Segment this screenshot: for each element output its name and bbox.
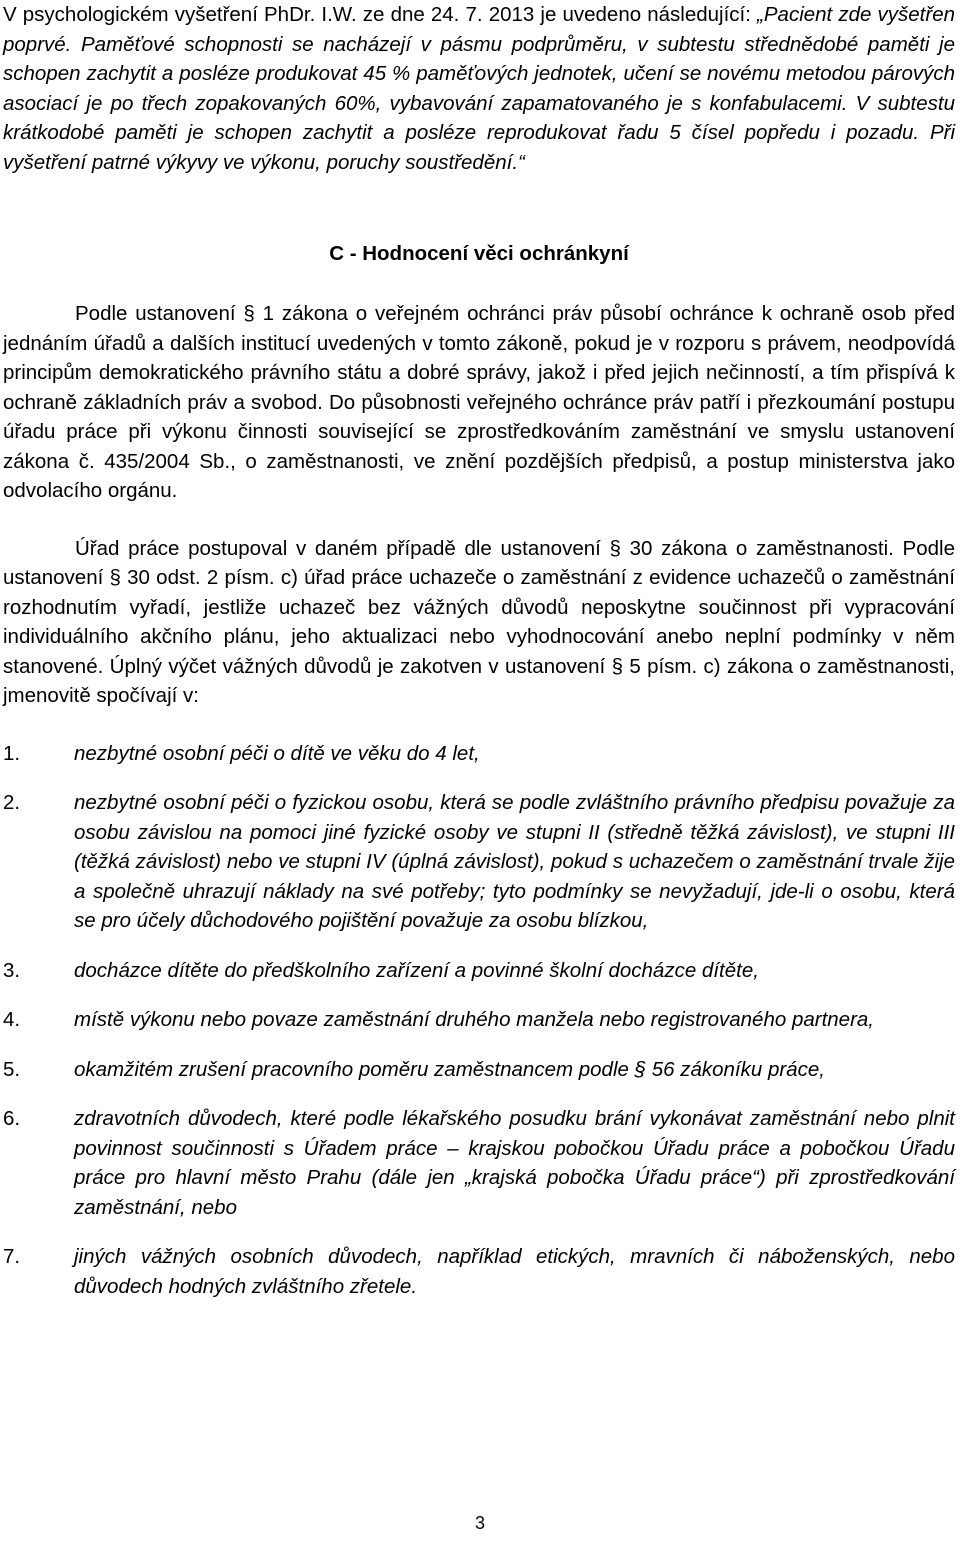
intro-quote: „Pacient zde vyšetřen poprvé. Paměťové schopnosti se nacházejí v pásmu podprůměru, v subtestu střednědobé paměti je schopen zachytit a posléze produkovat 45 % paměťových jednotek, učení se novému metodou párových asociací je po třech zopakovaných 60%, vybavování zapamatovaného je s konfabulacemi. V subtestu krátkodobé paměti je schopen zachytit a posléze reprodukovat řadu 5 čísel popředu i pozadu. Při vyšetření patrné výkyvy ve výkonu, poruchy soustředění.“ <box>3 3 955 174</box>
paragraph-labour-office: Úřad práce postupoval v daném případě dle ustanovení § 30 zákona o zaměstnanosti. Podle ustanovení § 30 odst. 2 písm. c) úřad práce uchazeče o zaměstnání z evidence uchazečů o zaměstnání rozhodnutím vyřadí, jestliže uchazeč bez vážných důvodů neposkytne součinnost při vypracování individuálního akčního plánu, jeho aktualizaci nebo vyhodnocování anebo neplní podmínky v něm stanovené. Úplný výčet vážných důvodů je zakotven v ustanovení § 5 písm. c) zákona o zaměstnanosti, jmenovitě spočívají v: <box>3 536 956 707</box>
list-item <box>3 1104 955 1222</box>
list-item-number: 1. <box>3 741 21 765</box>
section-sign: § <box>611 654 623 678</box>
list-item <box>3 788 955 936</box>
list-item <box>3 1242 955 1301</box>
list-item-number: 6. <box>3 1107 21 1130</box>
list-item-number: 3. <box>3 958 21 982</box>
list-item-number: 2. <box>3 791 21 814</box>
list-item-text: zdravotních důvodech, které podle lékařského posudku brání vykonávat zaměstnání nebo plnit povinnost součinnosti s Úřadem práce – krajskou pobočkou Úřadu práce a pobočkou Úřadu práce pro hlavní město Prahu (dále jen „krajská pobočka Úřadu práce“) při zprostředkování zaměstnání, nebo <box>74 1107 955 1219</box>
paragraph-ombudsman-authority: Podle ustanovení § 1 zákona o veřejném ochránci práv působí ochránce k ochraně osob před jednáním úřadů a dalších institucí uvedených v tomto zákoně, pokud je v rozporu s právem, neodpovídá principům demokratického právního státu a dobré správy, jakož i před jejich nečinností, a tím přispívá k ochraně základních práv a svobod. Do působnosti veřejného ochránce práv patří i přezkoumání postupu úřadu práce při výkonu činnosti související se zprostředkováním zaměstnání ve smyslu ustanovení zákona č. 435/2004 Sb., o zaměstnanosti, ve znění pozdějších předpisů, a postup ministerstva jako odvolacího orgánu. <box>3 302 955 502</box>
list-item-text: okamžitém zrušení pracovního poměru zaměstnancem podle § 56 zákoníku práce, <box>74 1057 825 1081</box>
list-item <box>3 956 955 986</box>
section-sign: § <box>634 1057 647 1081</box>
list-item-text: docházce dítěte do předškolního zařízení a povinné školní docházce dítěte, <box>74 958 759 982</box>
section-heading: C - Hodnocení věci ochránkyní <box>329 242 629 265</box>
document-page <box>3 0 955 1321</box>
list-item-number: 7. <box>3 1245 21 1268</box>
list-item-number: 5. <box>3 1057 21 1081</box>
list-item <box>3 1055 955 1085</box>
intro-text: V psychologickém vyšetření PhDr. I.W. ze dne 24. 7. 2013 je uvedeno následující: <box>3 3 758 26</box>
list-item-number: 4. <box>3 1008 21 1031</box>
reasons-list <box>3 739 955 1302</box>
list-item-text: jiných vážných osobních důvodech, například etických, mravních či náboženských, nebo důvodech hodných zvláštního zřetele. <box>74 1245 955 1298</box>
list-item-text: místě výkonu nebo povaze zaměstnání druhého manžela nebo registrovaného partnera, <box>74 1008 875 1031</box>
page-number: 3 <box>474 1513 485 1533</box>
section-sign: § <box>109 566 121 589</box>
list-item-text: nezbytné osobní péči o fyzickou osobu, která se podle zvláštního právního předpisu považuje za osobu závislou na pomoci jiné fyzické osoby ve stupni II (středně těžká závislost), ve stupni III (těžká závislost) nebo ve stupni IV (úplná závislost), pokud s uchazečem o zaměstnání trvale žije a společně uhrazují náklady na své potřeby; tyto podmínky se nevyžadují, jde-li o osobu, která se pro účely důchodového pojištění považuje za osobu blízkou, <box>74 791 955 932</box>
list-item <box>3 739 955 769</box>
list-item <box>3 1005 955 1035</box>
section-sign: § <box>609 536 621 560</box>
section-sign: § <box>243 302 255 325</box>
list-item-text: nezbytné osobní péči o dítě ve věku do 4 let, <box>74 741 480 765</box>
intro-paragraph <box>3 0 955 177</box>
